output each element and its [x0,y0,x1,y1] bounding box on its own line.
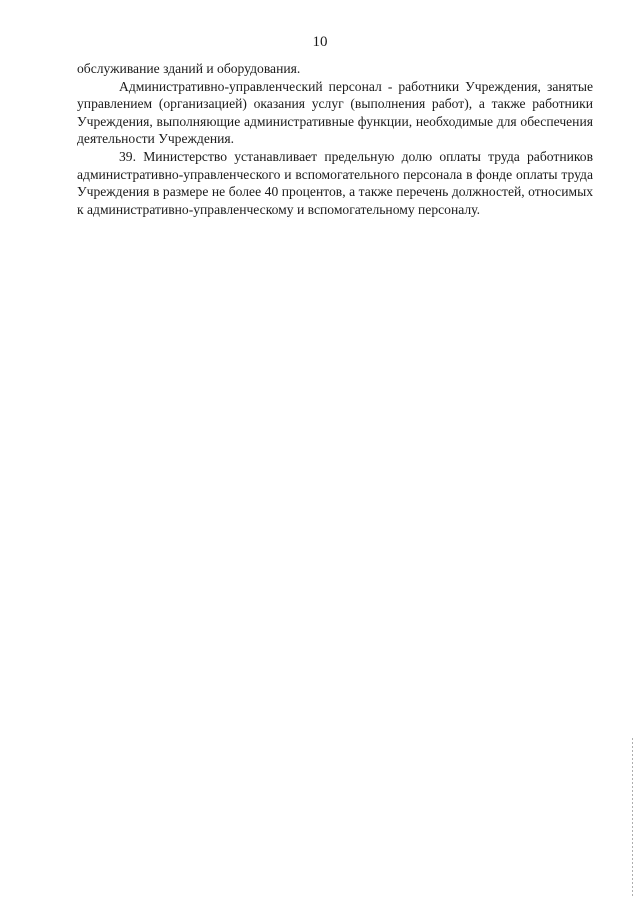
document-body [77,60,593,218]
paragraph-item-39: 39. Министерство устанавливает предельную долю оплаты труда работников административно-управленческого и вспомогательного персонала в фонде оплаты труда Учреждения в размере не более 40 процентов, а также перечень должностей, относимых к административно-управленческому и вспомогательному персоналу. [77,148,593,217]
paragraph-admin-personnel-definition: Административно-управленческий персонал - работники Учреждения, занятые управлением (организацией) оказания услуг (выполнения работ), а также работники Учреждения, выполняющие административные функции, необходимые для обеспечения деятельности Учреждения. [77,78,593,147]
page-number: 10 [312,34,328,50]
paragraph-continuation: обслуживание зданий и оборудования. [77,61,301,76]
scan-edge-mark [632,738,633,898]
